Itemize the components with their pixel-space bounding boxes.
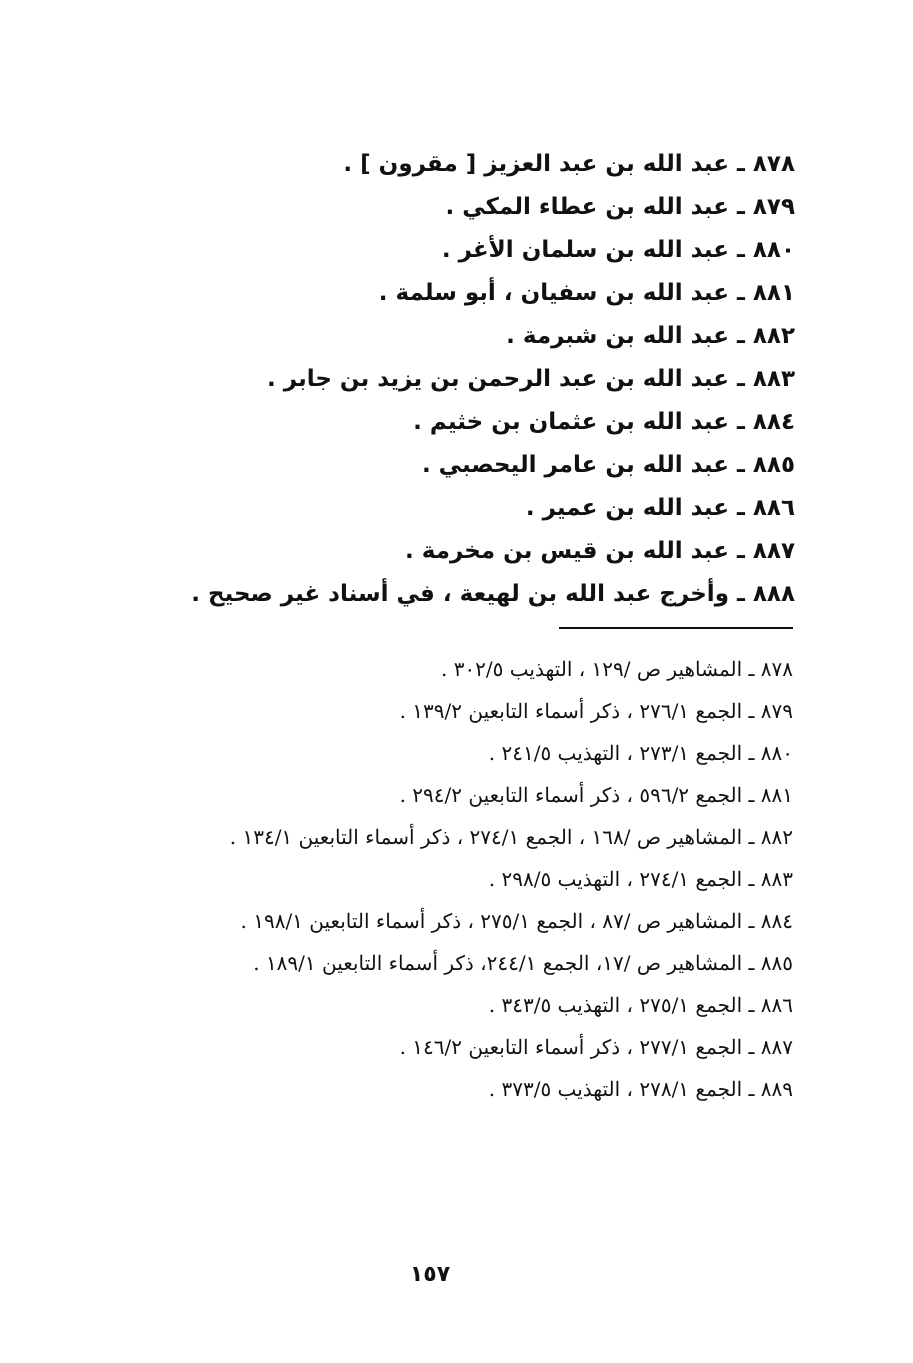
narrator-entry-878: ٨٧٨ ـ عبد الله بن عبد العزيز [ مقرون ] . [343, 151, 795, 177]
footnote-883: ٨٨٣ ـ الجمع ٢٧٤/١ ، التهذيب ٢٩٨/٥ . [488, 867, 793, 891]
narrator-entry-882: ٨٨٢ ـ عبد الله بن شبرمة . [506, 323, 795, 349]
narrator-entry-883: ٨٨٣ ـ عبد الله بن عبد الرحمن بن يزيد بن جابر . [267, 366, 795, 392]
footnote-887: ٨٨٧ ـ الجمع ٢٧٧/١ ، ذكر أسماء التابعين ١٤٦/٢ . [399, 1035, 793, 1059]
narrator-entry-879: ٨٧٩ ـ عبد الله بن عطاء المكي . [445, 194, 795, 220]
footnote-884: ٨٨٤ ـ المشاهير ص /٨٧ ، الجمع ٢٧٥/١ ، ذكر أسماء التابعين ١٩٨/١ . [240, 909, 793, 933]
footnotes [113, 648, 793, 1110]
footnote-889: ٨٨٩ ـ الجمع ٢٧٨/١ ، التهذيب ٣٧٣/٥ . [488, 1077, 793, 1101]
narrator-entry-887: ٨٨٧ ـ عبد الله بن قيس بن مخرمة . [405, 538, 795, 564]
footnote-880: ٨٨٠ ـ الجمع ٢٧٣/١ ، التهذيب ٢٤١/٥ . [488, 741, 793, 765]
footnote-divider [559, 627, 793, 629]
footnote-878: ٨٧٨ ـ المشاهير ص /١٢٩ ، التهذيب ٣٠٢/٥ . [440, 657, 793, 681]
footnote-886: ٨٨٦ ـ الجمع ٢٧٥/١ ، التهذيب ٣٤٣/٥ . [488, 993, 793, 1017]
narrator-entry-886: ٨٨٦ ـ عبد الله بن عمير . [525, 495, 795, 521]
narrator-entry-885: ٨٨٥ ـ عبد الله بن عامر اليحصبي . [421, 452, 795, 478]
narrator-entry-888: ٨٨٨ ـ وأخرج عبد الله بن لهيعة ، في أسناد غير صحيح . [191, 581, 795, 607]
narrator-list [95, 143, 795, 616]
narrator-entry-880: ٨٨٠ ـ عبد الله بن سلمان الأغر . [441, 237, 795, 263]
footnote-881: ٨٨١ ـ الجمع ٥٩٦/٢ ، ذكر أسماء التابعين ٢٩٤/٢ . [399, 783, 793, 807]
footnote-885: ٨٨٥ ـ المشاهير ص /١٧، الجمع ٢٤٤/١، ذكر أسماء التابعين ١٨٩/١ . [253, 951, 793, 975]
footnote-882: ٨٨٢ ـ المشاهير ص /١٦٨ ، الجمع ٢٧٤/١ ، ذكر أسماء التابعين ١٣٤/١ . [229, 825, 793, 849]
footnote-879: ٨٧٩ ـ الجمع ٢٧٦/١ ، ذكر أسماء التابعين ١٣٩/٢ . [399, 699, 793, 723]
narrator-entry-881: ٨٨١ ـ عبد الله بن سفيان ، أبو سلمة . [378, 280, 795, 306]
page-number: ١٥٧ [409, 1262, 451, 1287]
narrator-entry-884: ٨٨٤ ـ عبد الله بن عثمان بن خثيم . [413, 409, 795, 435]
